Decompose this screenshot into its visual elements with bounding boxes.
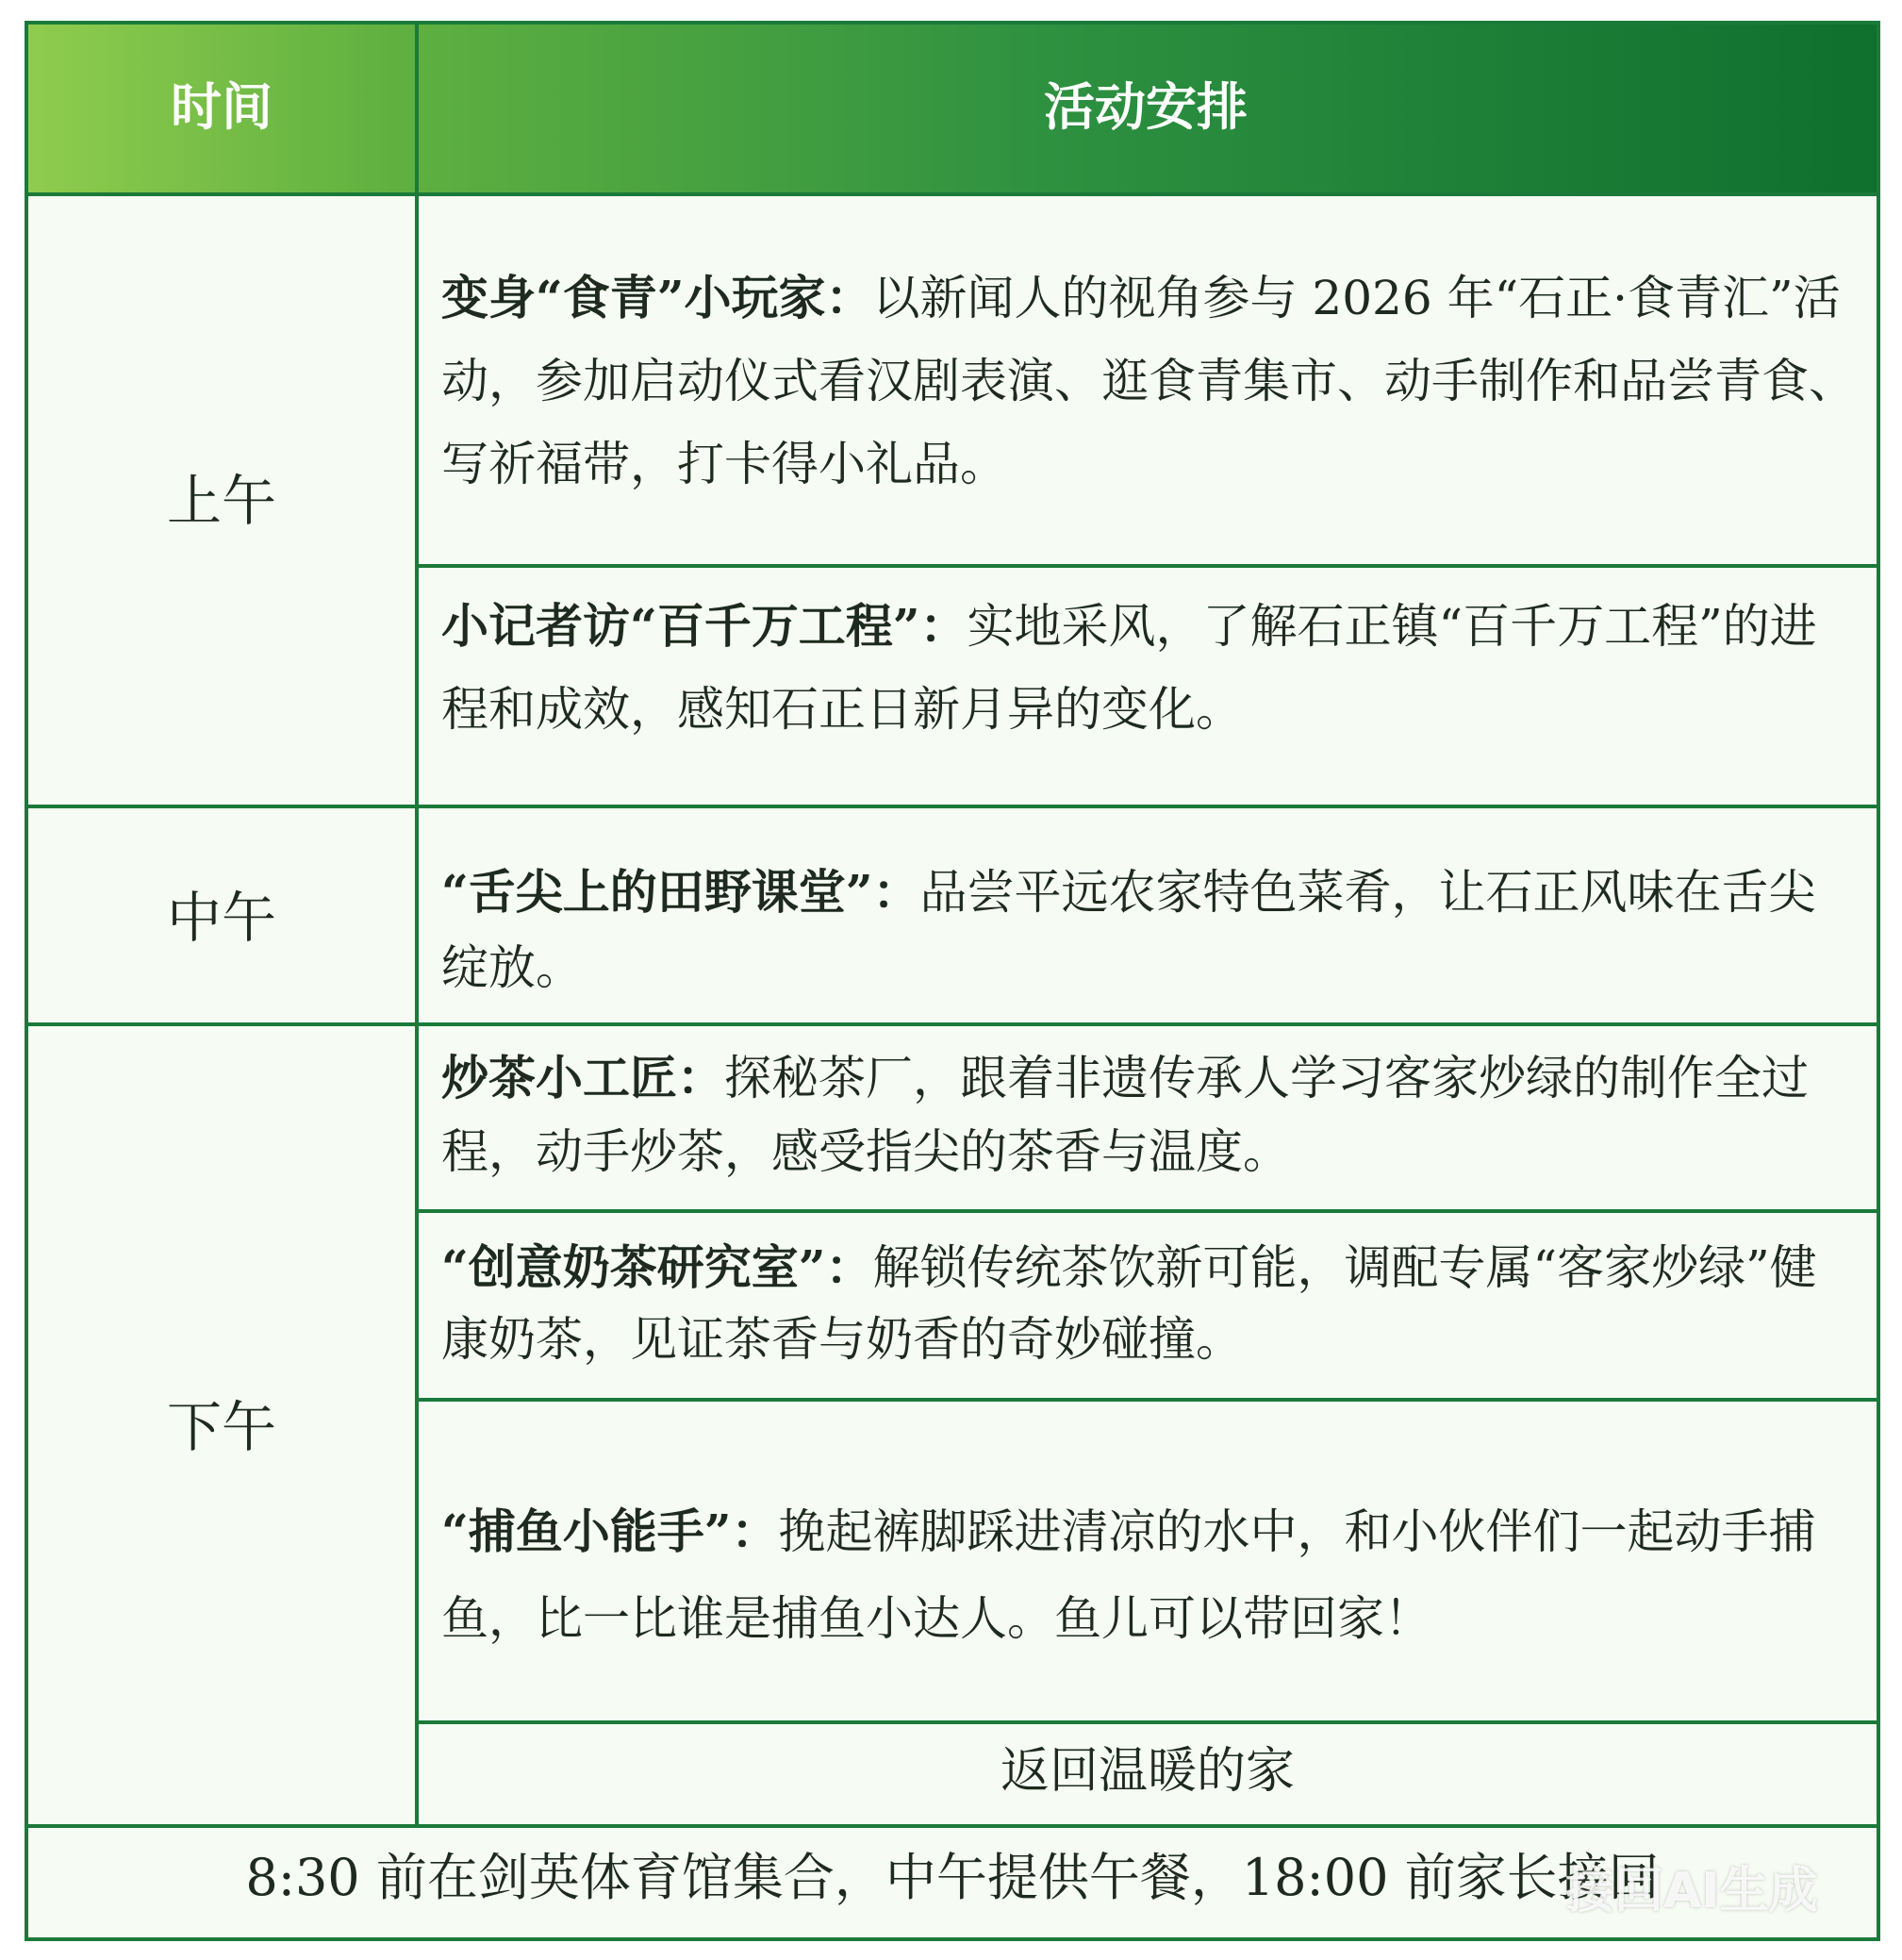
activity-description: 解锁传统茶饮新可能，调配专属“客家炒绿”健康奶茶，见证茶香与奶香的奇妙碰撞。 (441, 1240, 1817, 1367)
activity-description: 品尝平远农家特色菜肴，让石正风味在舌尖绽放。 (441, 865, 1816, 995)
row-divider-noon-afternoon (28, 1022, 1877, 1026)
footer-note: 8:30 前在剑英体育馆集合，中午提供午餐，18:00 前家长接回 (245, 1848, 1660, 1907)
activity-item (441, 1232, 1856, 1375)
activity-title: “创意奶茶研究室”： (441, 1239, 873, 1295)
activity-description: 挽起裤脚踩进清凉的水中，和小伙伴们一起动手捕鱼，比一比谁是捕鱼小达人。鱼儿可以带回家！ (441, 1504, 1816, 1646)
activity-title: 小记者访“百千万工程”： (441, 598, 968, 654)
cell-divider (415, 564, 1877, 568)
header-activity-label: 活动安排 (1044, 77, 1248, 137)
activity-title: “捕鱼小能手”： (441, 1503, 779, 1559)
activity-item (441, 257, 1856, 506)
time-label-afternoon: 下午 (166, 1395, 276, 1459)
closing-activity: 返回温暖的家 (1000, 1743, 1295, 1800)
cell-divider (415, 1720, 1877, 1724)
activity-description: 以新闻人的视角参与 2026 年“石正·食青汇”活动，参加启动仪式看汉剧表演、逛食青集市、动手制作和品尝青食、写祈福带，打卡得小礼品。 (441, 271, 1856, 491)
activity-title: 变身“食青”小玩家： (441, 270, 873, 325)
activity-item (441, 585, 1856, 751)
column-divider (415, 25, 419, 1824)
activity-item (441, 855, 1856, 1005)
activity-item (441, 1041, 1856, 1188)
activity-description: 探秘茶厂，跟着非遗传承人学习客家炒绿的制作全过程，动手炒茶，感受指尖的茶香与温度。 (441, 1051, 1809, 1179)
row-divider-footer (28, 1824, 1877, 1828)
activity-title: 炒茶小工匠： (441, 1050, 724, 1105)
cell-divider (415, 1209, 1877, 1213)
activity-item (441, 1488, 1856, 1662)
schedule-table (25, 21, 1880, 1941)
header-time-label: 时间 (171, 77, 273, 137)
activity-title: “舌尖上的田野课堂”： (441, 864, 920, 920)
time-label-morning: 上午 (166, 469, 276, 533)
activity-description: 实地采风，了解石正镇“百千万工程”的进程和成效，感知石正日新月异的变化。 (441, 599, 1817, 737)
cell-divider (415, 1398, 1877, 1402)
watermark-logo: 接回AI生成 (1565, 1863, 1818, 1919)
row-divider-morning-noon (28, 805, 1877, 808)
time-label-noon: 中午 (166, 886, 276, 950)
table-header (28, 25, 1877, 192)
header-divider (28, 192, 1877, 196)
